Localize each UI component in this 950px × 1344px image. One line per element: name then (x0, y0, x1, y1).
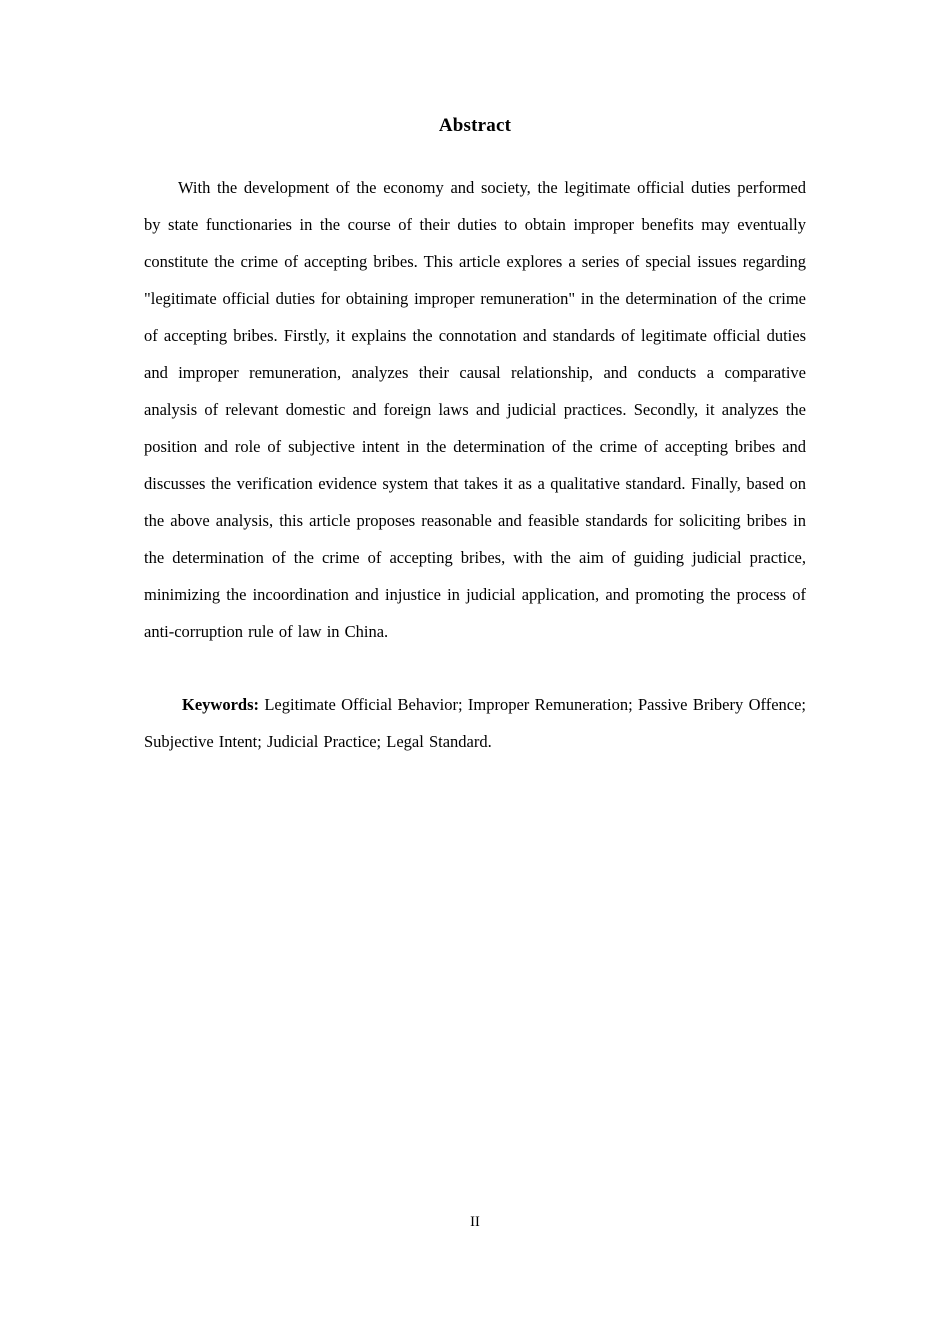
abstract-title: Abstract (438, 115, 512, 136)
page-number: II (470, 1214, 480, 1230)
keywords-list: Legitimate Official Behavior; Improper Remuneration; Passive Bribery Offence; Subjective Intent; Judicial Practice; Legal Standard. (144, 695, 806, 751)
abstract-body-paragraph: With the development of the economy and society, the legitimate official duties performed by state functionaries in the course of their duties to obtain improper benefits may eventually constitute the crime of accepting bribes. This article explores a series of special issues regarding "legitimate official duties for obtaining improper remuneration" in the determination of the crime of accepting bribes. Firstly, it explains the connotation and standards of legitimate official duties and improper remuneration, analyzes their causal relationship, and conducts a comparative analysis of relevant domestic and foreign laws and judicial practices. Secondly, it analyzes the position and role of subjective intent in the determination of the crime of accepting bribes and discusses the verification evidence system that takes it as a qualitative standard. Finally, based on the above analysis, this article proposes reasonable and feasible standards for soliciting bribes in the determination of the crime of accepting bribes, with the aim of guiding judicial practice, minimizing the incoordination and injustice in judicial application, and promoting the process of anti-corruption rule of law in China. (144, 178, 806, 641)
keywords-paragraph (144, 686, 806, 760)
keywords-label: Keywords: (182, 695, 259, 714)
abstract-section (144, 112, 806, 760)
